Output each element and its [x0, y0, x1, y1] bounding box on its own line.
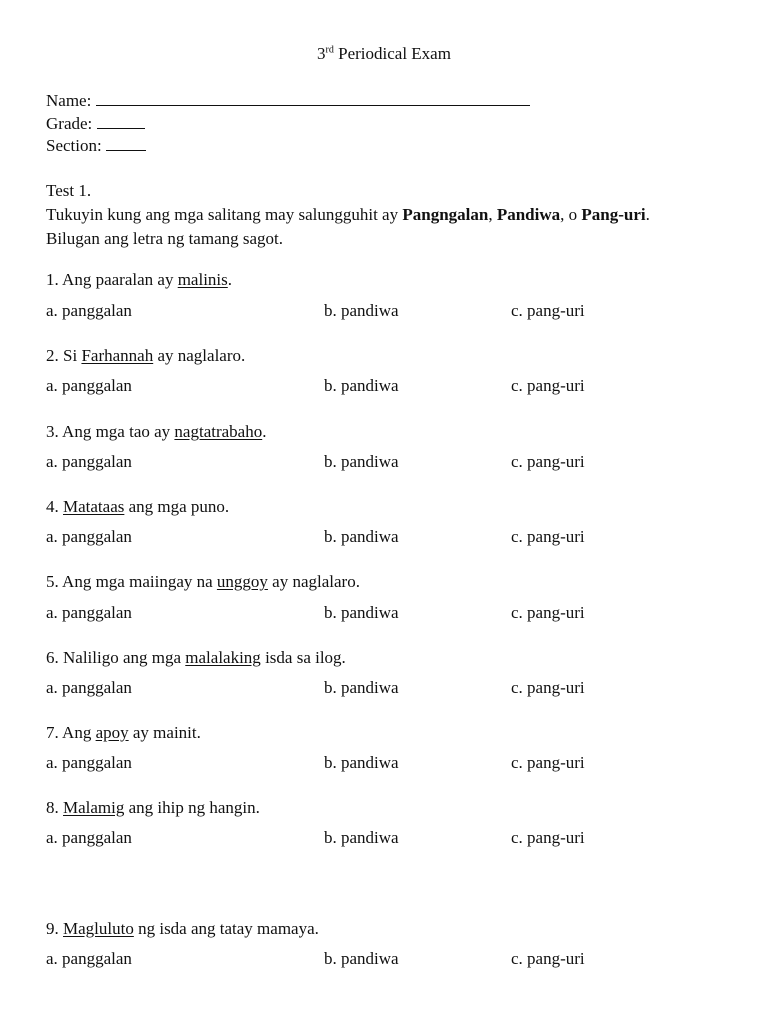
- question-text-end: ang ihip ng hangin.: [124, 798, 260, 817]
- instructions-bold-pangngalan: Pangngalan: [402, 205, 489, 224]
- name-field: [46, 90, 530, 111]
- grade-field: [46, 113, 145, 134]
- question-7: [46, 723, 201, 743]
- question-4: [46, 497, 229, 517]
- option-c[interactable]: c. pang-uri: [511, 753, 585, 772]
- question-text-end: isda sa ilog.: [260, 648, 346, 667]
- test-heading: Test 1.: [46, 181, 92, 200]
- instructions-text: Tukuyin kung ang mga salitang may salungguhit ay: [46, 205, 403, 224]
- grade-blank: [97, 113, 145, 129]
- instructions-bold-pandiwa: Pandiwa: [496, 205, 561, 224]
- underlined-word: Magluluto: [63, 919, 134, 938]
- option-c[interactable]: c. pang-uri: [511, 301, 585, 320]
- option-b[interactable]: b. pandiwa: [324, 949, 399, 968]
- question-text-end: ng isda ang tatay mamaya.: [133, 919, 319, 938]
- option-c[interactable]: c. pang-uri: [511, 678, 585, 697]
- underlined-word: Malamig: [63, 798, 125, 817]
- grade-label: Grade:: [46, 114, 93, 133]
- option-a[interactable]: a. panggalan: [46, 678, 132, 697]
- option-a[interactable]: a. panggalan: [46, 753, 132, 772]
- option-c[interactable]: c. pang-uri: [511, 603, 585, 622]
- instructions-text-end: . Bilugan ang letra ng tamang sagot.: [46, 205, 650, 248]
- option-b[interactable]: b. pandiwa: [324, 678, 399, 697]
- question-text-end: ay mainit.: [128, 723, 201, 742]
- question-9: [46, 919, 319, 939]
- option-b[interactable]: b. pandiwa: [324, 301, 399, 320]
- option-a[interactable]: a. panggalan: [46, 527, 132, 546]
- option-a[interactable]: a. panggalan: [46, 949, 132, 968]
- question-text: 5. Ang mga maiingay na: [46, 572, 217, 591]
- question-5: [46, 572, 360, 592]
- question-text-end: ay naglalaro.: [153, 346, 246, 365]
- name-label: Name:: [46, 91, 92, 110]
- instructions-separator: ,: [488, 205, 497, 224]
- section-label: Section:: [46, 136, 102, 155]
- question-text-end: .: [262, 422, 267, 441]
- question-text: 9.: [46, 919, 63, 938]
- option-b[interactable]: b. pandiwa: [324, 828, 399, 847]
- question-text: 4.: [46, 497, 63, 516]
- question-6: [46, 648, 346, 668]
- question-text: 7. Ang: [46, 723, 96, 742]
- option-c[interactable]: c. pang-uri: [511, 527, 585, 546]
- underlined-word: unggoy: [216, 572, 268, 591]
- underlined-word: malalaking: [185, 648, 261, 667]
- option-b[interactable]: b. pandiwa: [324, 753, 399, 772]
- question-text: 6. Naliligo ang mga: [46, 648, 186, 667]
- question-text: 2. Si: [46, 346, 82, 365]
- question-1: [46, 270, 232, 290]
- page-title: [0, 44, 768, 64]
- option-b[interactable]: b. pandiwa: [324, 376, 399, 395]
- question-text-end: ang mga puno.: [124, 497, 230, 516]
- option-c[interactable]: c. pang-uri: [511, 452, 585, 471]
- question-text-end: .: [227, 270, 233, 289]
- option-c[interactable]: c. pang-uri: [511, 828, 585, 847]
- underlined-word: malinis: [177, 270, 228, 289]
- option-c[interactable]: c. pang-uri: [511, 376, 585, 395]
- question-text: 3. Ang mga tao ay: [46, 422, 175, 441]
- option-c[interactable]: c. pang-uri: [511, 949, 585, 968]
- question-text: 8.: [46, 798, 63, 817]
- option-a[interactable]: a. panggalan: [46, 452, 132, 471]
- question-text: 1. Ang paaralan ay: [46, 270, 178, 289]
- underlined-word: apoy: [95, 723, 129, 742]
- question-2: [46, 346, 245, 366]
- section-field: [46, 135, 146, 156]
- section-blank: [106, 135, 146, 151]
- test-instructions: [46, 203, 706, 251]
- title-text: Periodical Exam: [333, 44, 451, 63]
- question-3: [46, 422, 266, 442]
- option-a[interactable]: a. panggalan: [46, 603, 132, 622]
- option-a[interactable]: a. panggalan: [46, 376, 132, 395]
- title-number: 3: [317, 44, 326, 63]
- option-a[interactable]: a. panggalan: [46, 828, 132, 847]
- option-a[interactable]: a. panggalan: [46, 301, 132, 320]
- underlined-word: nagtatrabaho: [174, 422, 263, 441]
- title-superscript: rd: [325, 44, 334, 56]
- option-b[interactable]: b. pandiwa: [324, 603, 399, 622]
- option-b[interactable]: b. pandiwa: [324, 452, 399, 471]
- instructions-bold-panguri: Pang-uri: [581, 205, 646, 224]
- underlined-word: Farhannah: [81, 346, 154, 365]
- underlined-word: Matataas: [63, 497, 125, 516]
- name-blank: [96, 90, 530, 106]
- option-b[interactable]: b. pandiwa: [324, 527, 399, 546]
- question-8: [46, 798, 260, 818]
- instructions-separator: , o: [560, 205, 582, 224]
- question-text-end: ay naglalaro.: [267, 572, 360, 591]
